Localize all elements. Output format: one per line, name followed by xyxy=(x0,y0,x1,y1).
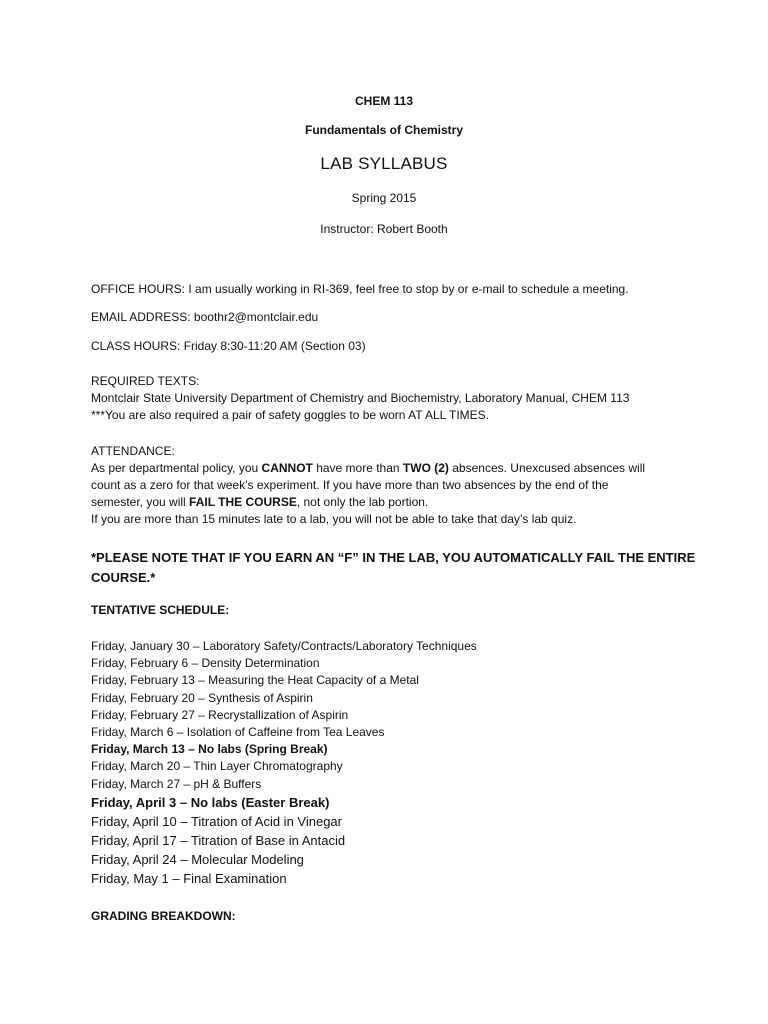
class-hours-line xyxy=(91,338,691,355)
attendance-section xyxy=(91,443,691,528)
schedule-item: Friday, February 6 – Density Determination xyxy=(91,656,320,671)
required-texts-section xyxy=(91,373,691,424)
schedule-list xyxy=(91,638,691,888)
fail-notice-line-1: *PLEASE NOTE THAT IF YOU EARN AN “F” IN THE LAB, YOU AUTOMATICALLY FAIL THE ENTIRE xyxy=(91,550,696,565)
course-code: CHEM 113 xyxy=(354,94,414,108)
email-section xyxy=(91,309,691,326)
email-label: EMAIL ADDRESS: xyxy=(91,310,191,324)
schedule-item-no-labs: Friday, March 13 – No labs (Spring Break) xyxy=(91,742,328,757)
office-hours-label: OFFICE HOURS: xyxy=(91,282,186,296)
required-texts-manual: Montclair State University Department of Chemistry and Biochemistry, Laboratory Manual, CHEM 113 xyxy=(91,391,630,405)
attendance-line-1 xyxy=(91,460,691,477)
schedule-item: Friday, April 10 – Titration of Acid in Vinegar xyxy=(91,813,342,829)
course-name: Fundamentals of Chemistry xyxy=(304,123,464,137)
class-hours-section xyxy=(91,338,691,355)
schedule-item: Friday, May 1 – Final Examination xyxy=(91,870,287,886)
schedule-item: Friday, February 13 – Measuring the Heat Capacity of a Metal xyxy=(91,673,419,688)
attendance-line-4: If you are more than 15 minutes late to a lab, you will not be able to take that day’s lab quiz. xyxy=(91,512,577,526)
fail-notice-line-2: COURSE.* xyxy=(91,570,156,585)
office-hours-text: I am usually working in RI-369, feel free to stop by or e-mail to schedule a meeting. xyxy=(185,282,629,296)
class-hours-value: Friday 8:30-11:20 AM (Section 03) xyxy=(180,339,366,353)
office-hours-section xyxy=(91,281,691,298)
attendance-line-2: count as a zero for that week’s experiment. If you have more than two absences by the end of the xyxy=(91,478,609,492)
attendance-text-3a: semester, you will xyxy=(91,495,190,509)
schedule-item: Friday, April 17 – Titration of Base in Antacid xyxy=(91,832,346,848)
attendance-text-1c: have more than xyxy=(312,461,403,475)
attendance-text-3c: , not only the lab portion. xyxy=(296,495,429,509)
attendance-cannot: CANNOT xyxy=(261,461,313,475)
attendance-label: ATTENDANCE: xyxy=(91,444,175,458)
required-texts-goggles: ***You are also required a pair of safety goggles to be worn AT ALL TIMES. xyxy=(91,408,490,422)
schedule-heading: TENTATIVE SCHEDULE: xyxy=(91,603,230,617)
schedule-item: Friday, March 27 – pH & Buffers xyxy=(91,776,262,791)
attendance-fail-course: FAIL THE COURSE xyxy=(189,495,297,509)
email-line xyxy=(91,309,691,326)
grading-heading: GRADING BREAKDOWN: xyxy=(91,909,236,923)
schedule-item: Friday, January 30 – Laboratory Safety/Contracts/Laboratory Techniques xyxy=(91,639,477,653)
required-texts-label: REQUIRED TEXTS: xyxy=(91,374,200,388)
attendance-two: TWO (2) xyxy=(402,461,449,475)
schedule-item: Friday, March 20 – Thin Layer Chromatography xyxy=(91,759,343,774)
schedule-item: Friday, March 6 – Isolation of Caffeine from Tea Leaves xyxy=(91,724,385,739)
attendance-text-1e: absences. Unexcused absences will xyxy=(448,461,646,475)
fail-notice xyxy=(91,548,696,588)
class-hours-label: CLASS HOURS: xyxy=(91,339,181,353)
schedule-item: Friday, April 24 – Molecular Modeling xyxy=(91,851,304,867)
attendance-text-1a: As per departmental policy, you xyxy=(91,461,262,475)
instructor: Instructor: Robert Booth xyxy=(320,222,448,236)
document-title: LAB SYLLABUS xyxy=(320,154,448,173)
schedule-item: Friday, February 20 – Synthesis of Aspirin xyxy=(91,690,313,705)
schedule-item: Friday, February 27 – Recrystallization of Aspirin xyxy=(91,707,349,722)
term: Spring 2015 xyxy=(351,191,417,205)
email-address: boothr2@montclair.edu xyxy=(190,310,319,324)
office-hours-line xyxy=(91,281,691,298)
attendance-line-3 xyxy=(91,494,691,511)
schedule-item-no-labs: Friday, April 3 – No labs (Easter Break) xyxy=(91,794,330,810)
